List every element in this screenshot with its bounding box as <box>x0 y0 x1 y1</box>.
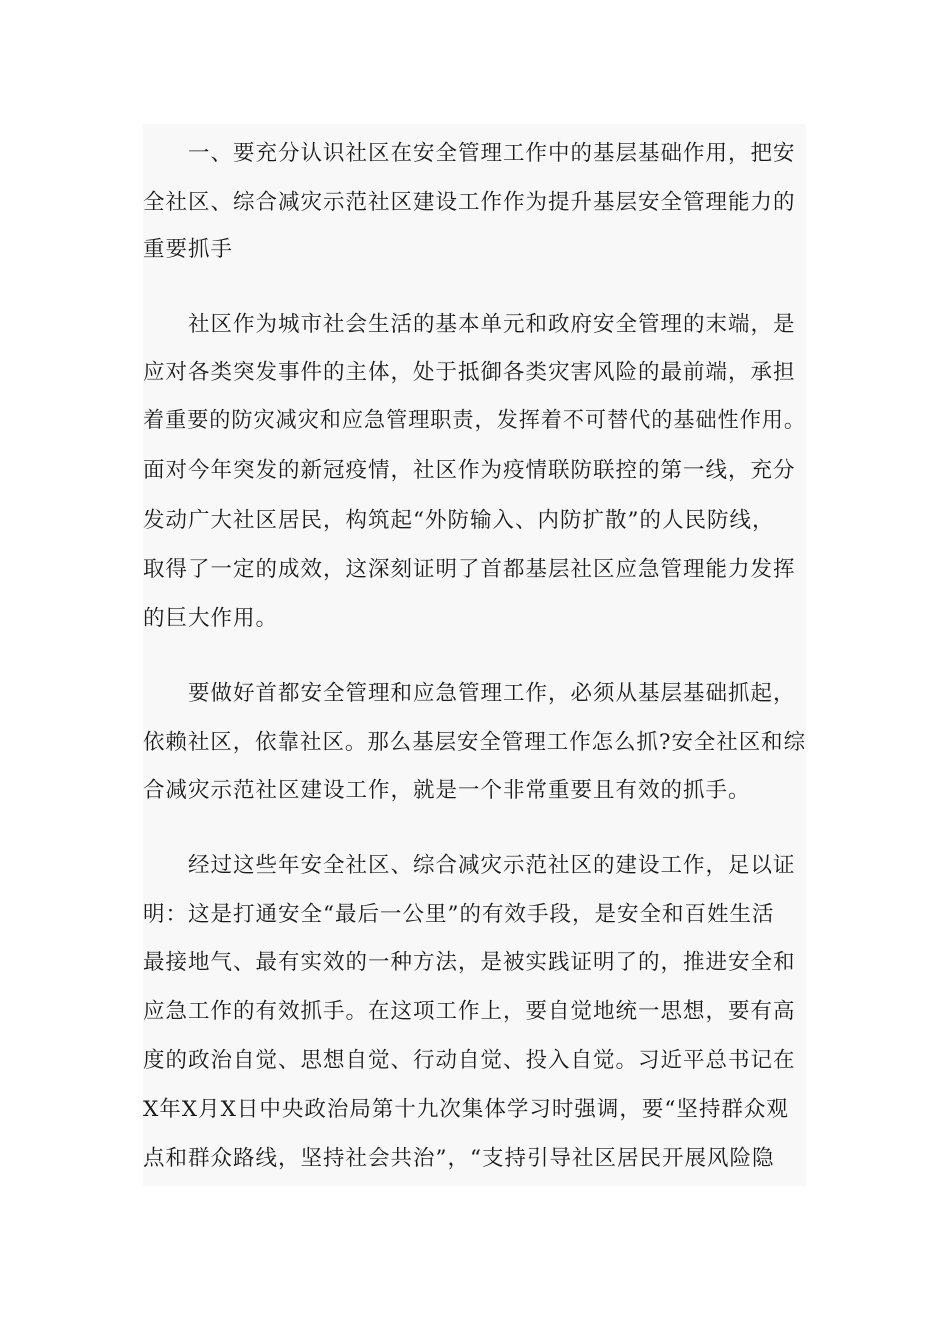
paragraph-2-line-7: 的巨大作用。 <box>143 606 279 631</box>
paragraph-4-line-6: X年X月X日中央政治局第十九次集体学习时强调，要“坚持群众观 <box>143 1097 789 1122</box>
paragraph-4-line-3: 最接地气、最有实效的一种方法，是被实践证明了的，推进安全和 <box>143 950 796 975</box>
paragraph-2-line-5: 发动广大社区居民，构筑起“外防输入、内防扩散”的人民防线， <box>143 508 775 533</box>
paragraph-4-line-7: 点和群众路线，坚持社会共治”，“支持引导社区居民开展风险隐 <box>143 1146 775 1171</box>
paragraph-1-line-3: 重要抓手 <box>143 237 234 262</box>
paragraph-2-line-2: 应对各类突发事件的主体，处于抵御各类灾害风险的最前端，承担 <box>143 360 796 385</box>
paragraph-3-line-2: 依赖社区，依靠社区。那么基层安全管理工作怎么抓?安全社区和综 <box>143 730 807 755</box>
paragraph-4-line-5: 度的政治自觉、思想自觉、行动自觉、投入自觉。习近平总书记在 <box>143 1048 796 1073</box>
paragraph-3-line-1: 要做好首都安全管理和应急管理工作，必须从基层基础抓起， <box>188 681 796 706</box>
paragraph-2-line-6: 取得了一定的成效，这深刻证明了首都基层社区应急管理能力发挥 <box>143 557 796 582</box>
paragraph-2-line-3: 着重要的防灾减灾和应急管理职责，发挥着不可替代的基础性作用。 <box>143 408 807 433</box>
paragraph-1-line-2: 全社区、综合减灾示范社区建设工作作为提升基层安全管理能力的 <box>143 190 796 215</box>
paragraph-4-line-1: 经过这些年安全社区、综合减灾示范社区的建设工作，足以证 <box>188 853 796 878</box>
document-body <box>143 124 806 1186</box>
paragraph-2-line-4: 面对今年突发的新冠疫情，社区作为疫情联防联控的第一线，充分 <box>143 458 796 483</box>
paragraph-2-line-1: 社区作为城市社会生活的基本单元和政府安全管理的末端，是 <box>188 312 796 337</box>
paragraph-1-line-1: 一、要充分认识社区在安全管理工作中的基层基础作用，把安 <box>188 141 796 166</box>
paragraph-4-line-4: 应急工作的有效抓手。在这项工作上，要自觉地统一思想，要有高 <box>143 999 796 1024</box>
paragraph-4-line-2: 明：这是打通安全“最后一公里”的有效手段，是安全和百姓生活 <box>143 902 775 927</box>
paragraph-3-line-3: 合减灾示范社区建设工作，就是一个非常重要且有效的抓手。 <box>143 778 751 803</box>
